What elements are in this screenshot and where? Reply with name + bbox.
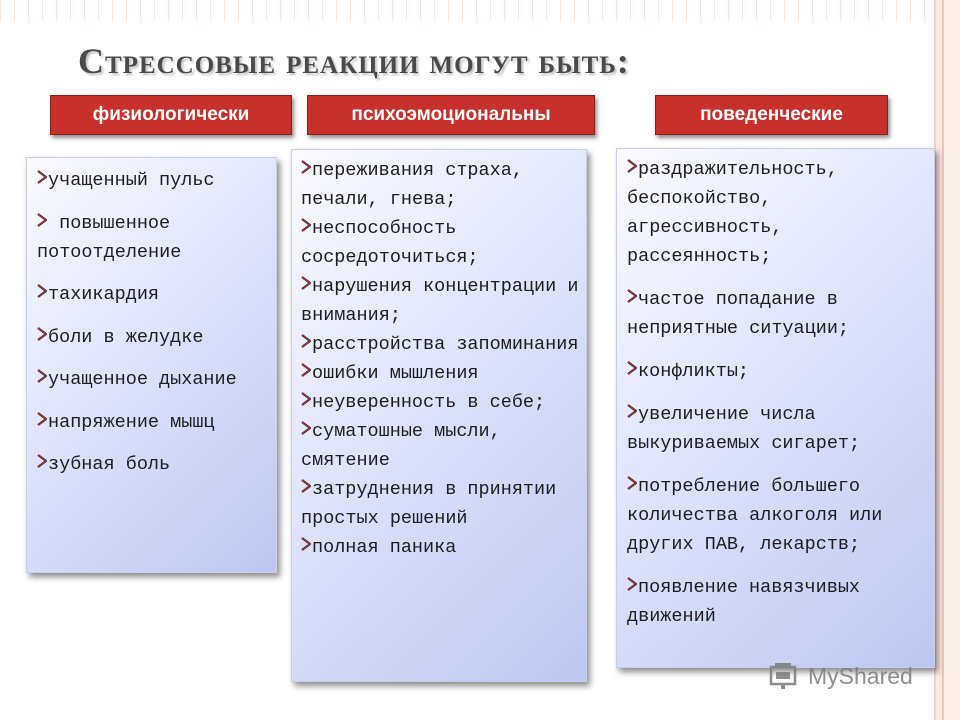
- list-item: [37, 323, 270, 352]
- arrow-bullet-icon: [37, 213, 47, 227]
- arrow-bullet-icon: [301, 479, 311, 493]
- list-item: [37, 280, 270, 309]
- list-item: [301, 272, 580, 330]
- list-item-text: нарушения концентрации и внимания;: [301, 276, 579, 326]
- slide-title: Стрессовые реакции могут быть:: [78, 41, 630, 81]
- list-item: [301, 359, 580, 388]
- list-item-text: появление навязчивых движений: [627, 577, 861, 627]
- list-item-text: суматошные мысли, смятение: [301, 421, 501, 471]
- list-item-text: переживания страха, печали, гнева;: [301, 160, 523, 210]
- list-item: [37, 408, 270, 437]
- list-item-text: повышенное потоотделение: [37, 212, 182, 263]
- arrow-bullet-icon: [37, 412, 47, 426]
- arrow-bullet-icon: [301, 334, 311, 348]
- arrow-bullet-icon: [627, 404, 637, 418]
- arrow-bullet-icon: [37, 284, 47, 298]
- list-item: [301, 156, 580, 214]
- list-item: [627, 400, 928, 458]
- arrow-bullet-icon: [301, 537, 311, 551]
- list-item: [627, 285, 928, 343]
- list-item: [37, 365, 270, 394]
- list-item-text: учащенное дыхание: [48, 369, 237, 390]
- list-item-text: тахикардия: [48, 284, 160, 305]
- arrow-bullet-icon: [301, 276, 311, 290]
- list-item-text: расстройства запоминания: [312, 334, 579, 355]
- list-item-text: раздражительность, беспокойство, агрессивность, рассеянность;: [627, 159, 838, 267]
- list-item: [37, 450, 270, 479]
- arrow-bullet-icon: [627, 577, 637, 591]
- list-item: [301, 388, 580, 417]
- arrow-bullet-icon: [627, 289, 637, 303]
- list-item-text: увеличение числа выкуриваемых сигарет;: [627, 404, 861, 454]
- decorative-top-stripes: [0, 0, 960, 22]
- arrow-bullet-icon: [627, 361, 637, 375]
- list-item: [37, 209, 270, 267]
- list-item-text: боли в желудке: [48, 326, 204, 348]
- list-item: [301, 417, 580, 475]
- arrow-bullet-icon: [301, 363, 311, 377]
- arrow-bullet-icon: [627, 476, 637, 490]
- arrow-bullet-icon: [301, 218, 311, 232]
- list-item-text: потребление большего количества алкоголя или других ПАВ, лекарств;: [627, 476, 883, 555]
- list-item: [627, 357, 928, 386]
- psychoemotional-list: [291, 149, 587, 682]
- list-item-text: неуверенность в себе;: [312, 392, 546, 413]
- header-psychoemotional: психоэмоциональны: [307, 95, 595, 135]
- behavioral-list: [616, 148, 935, 668]
- watermark-text: MyShared: [808, 662, 913, 689]
- list-item: [627, 472, 928, 559]
- arrow-bullet-icon: [301, 392, 311, 406]
- presentation-logo-icon: [768, 661, 802, 691]
- arrow-bullet-icon: [37, 369, 47, 383]
- list-item-text: частое попадание в неприятные ситуации;: [627, 289, 850, 339]
- header-behavioral: поведенческие: [655, 95, 888, 135]
- watermark: [768, 656, 913, 696]
- list-item-text: полная паника: [312, 537, 457, 558]
- list-item-text: напряжение мышц: [48, 411, 215, 433]
- list-item-text: ошибки мышления: [312, 363, 479, 384]
- list-item: [301, 330, 580, 359]
- list-item-text: зубная боль: [48, 454, 171, 475]
- list-item: [301, 475, 580, 533]
- list-item: [37, 166, 270, 195]
- arrow-bullet-icon: [301, 421, 311, 435]
- list-item: [627, 573, 928, 631]
- arrow-bullet-icon: [37, 327, 47, 341]
- list-item: [301, 533, 580, 562]
- arrow-bullet-icon: [37, 454, 47, 468]
- header-physiological: физиологически: [50, 95, 292, 135]
- list-item: [301, 214, 580, 272]
- list-item-text: неспособность сосредоточиться;: [301, 218, 479, 268]
- arrow-bullet-icon: [627, 159, 637, 173]
- decorative-right-band: [934, 0, 960, 720]
- list-item-text: учащенный пульс: [48, 170, 215, 191]
- arrow-bullet-icon: [301, 160, 311, 174]
- list-item-text: конфликты;: [638, 361, 750, 382]
- physiological-list: [26, 157, 277, 573]
- list-item-text: затруднения в принятии простых решений: [301, 479, 557, 529]
- list-item: [627, 155, 928, 271]
- arrow-bullet-icon: [37, 170, 47, 184]
